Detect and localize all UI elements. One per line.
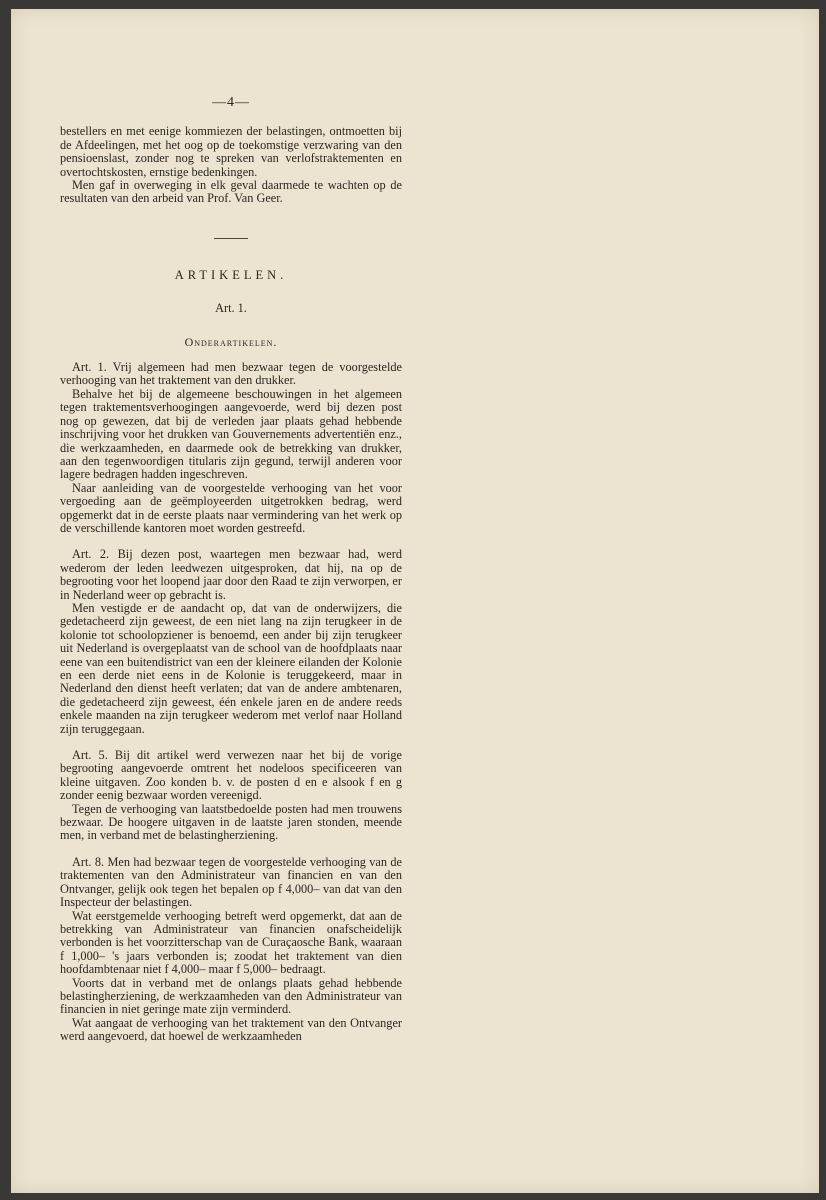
sub-title: Onderartikelen. — [184, 334, 278, 349]
paragraph: Voorts dat in verband met de onlangs plaats gehad hebbende belastingherziening, de werkzaamheden van den Administrateur van financien in niet geringe mate zijn verminderd. — [60, 975, 402, 1017]
article-title: Art. 1. — [215, 301, 247, 316]
paragraph: Art. 2. Bij dezen post, waartegen men bezwaar had, werd wederom der leden leedwezen uitgesproken, dat hij, na op de begrooting voor het loopend jaar door den Raad te zijn verworpen, er in Nederland weer op gebracht is. — [60, 547, 402, 602]
paragraph: Art. 1. Vrij algemeen had men bezwaar tegen de voorgestelde verhooging van het traktement van den drukker. — [60, 360, 402, 388]
paragraph: Naar aanleiding van de voorgestelde verhooging van het voor vergoeding aan de geëmployeerden uitgetrokken bedrag, werd opgemerkt dat in de eerste plaats naar vermindering van het werk op de verschillende kantoren moet worden gestreefd. — [60, 480, 402, 535]
intro-paragraph: bestellers en met eenige kommiezen der belastingen, ontmoetten bij de Afdeelingen, met het oog op de toekomstige verzwaring van den pensioenslast, zonder nog te spreken van verlofstraktementen en overtochtskosten, ernstige bedenkingen. — [60, 124, 402, 179]
text-column — [60, 96, 402, 1044]
paragraph: Art. 5. Bij dit artikel werd verwezen naar het bij de vorige begrooting aangevoerde omtrent het nodeloos specificeeren van kleine uitgaven. Zoo konden b. v. de posten d en e alsook f en g zonder eenig bezwaar worden vereenigd. — [60, 748, 402, 803]
section-title: ARTIKELEN. — [174, 267, 288, 282]
document-page — [11, 9, 819, 1193]
paragraph: Art. 8. Men had bezwaar tegen de voorgestelde verhooging van de traktementen van den Administrateur van financien en van den Ontvanger, gelijk ook tegen het bepalen op f 4,000– van dat van den Inspecteur der belastingen. — [60, 854, 402, 910]
spacer — [60, 843, 402, 856]
page-number: —4— — [212, 95, 250, 110]
paragraph: Wat eerstgemelde verhooging betreft werd opgemerkt, dat aan de betrekking van Administrateur van financien onafscheidelijk verbonden is het voorzitterschap van de Curaçaosche Bank, waaraan f 1,000– 's jaars verbonden is; zoodat het traktement van dien hoofdambtenaar niet f 4,000– maar f 5,000– bedraagt. — [60, 908, 402, 977]
paragraph: Behalve het bij de algemeene beschouwingen in het algemeen tegen traktementsverhoogingen aangevoerde, werd bij dezen post nog op gewezen, dat bij de verleden jaar plaats gehad hebbende inschrijving voor het drukken van Gouvernements advertentiën enz., die werkzaamheden, en daarmede ook de betrekking van drukker, aan den tegenwoordigen titularis zijn gegund, terwijl anderen voor lagere bedragen hadden ingeschreven. — [60, 386, 402, 482]
section-divider — [214, 238, 248, 239]
paragraph: Wat aangaat de verhooging van het traktement van den Ontvanger werd aangevoerd, dat hoewel de werkzaamheden — [60, 1015, 402, 1044]
paragraph: Tegen de verhooging van laatstbedoelde posten had men trouwens bezwaar. De hoogere uitgaven in de laatste jaren stonden, meende men, in verband met de belastingherziening. — [60, 801, 402, 843]
paragraph: Men vestigde er de aandacht op, dat van de onderwijzers, die gedetacheerd zijn geweest, de een niet lang na zijn terugkeer in de kolonie tot schoolopziener is benoemd, een ander bij zijn terugkeer uit Nederland is overgeplaatst van de school van de hoofdplaats naar eene van een buitendistrict van een der kleinere eilanden der Kolonie en een derde niet eens in de Kolonie is teruggekeerd, maar in Nederland den dienst heeft verlaten; dat van de andere ambtenaren, die gedetacheerd zijn geweest, één enkele jaren en de andere reeds enkele maanden na zijn terugkeer wederom met verlof naar Holland zijn teruggegaan. — [60, 600, 402, 736]
intro-paragraph: Men gaf in overweging in elk geval daarmede te wachten op de resultaten van den arbeid van Prof. Van Geer. — [60, 178, 402, 206]
